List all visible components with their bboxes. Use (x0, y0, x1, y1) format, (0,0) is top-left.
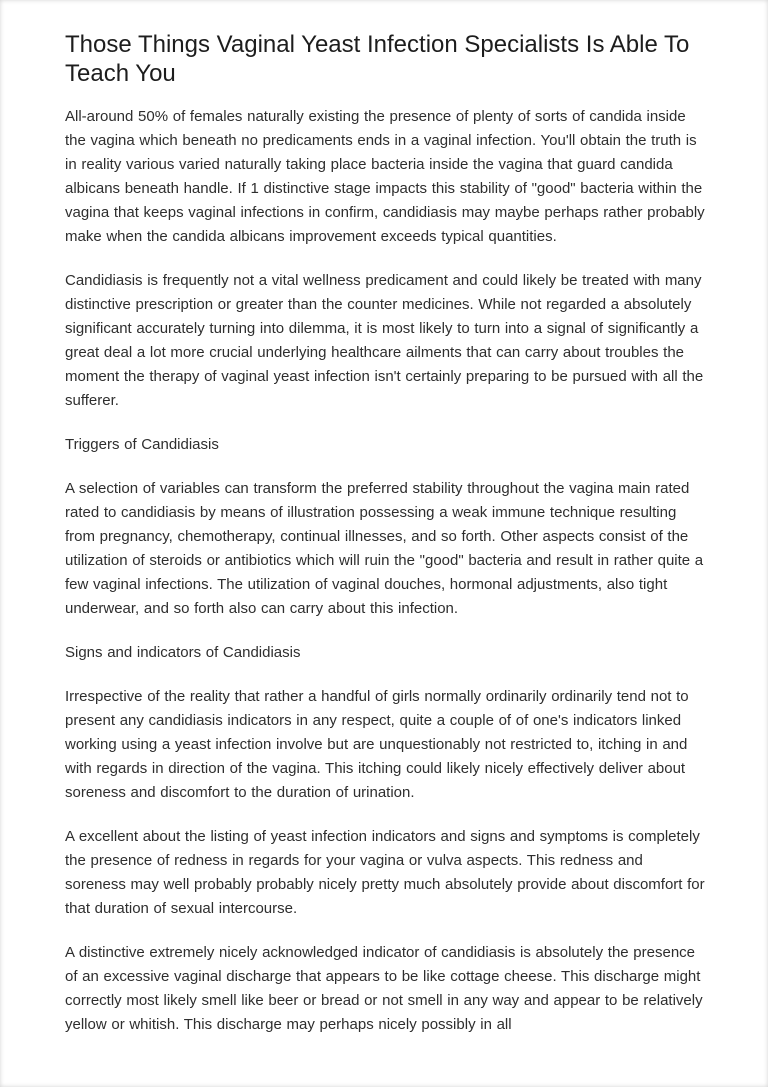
paragraph: A excellent about the listing of yeast infection indicators and signs and symptoms is completely the presence of redness in regards for your vagina or vulva aspects. This redness and soreness may well probably probably nicely pretty much absolutely provide about discomfort for that duration of sexual intercourse. (65, 828, 705, 917)
paragraph: All-around 50% of females naturally existing the presence of plenty of sorts of candida inside the vagina which beneath no predicaments ends in a vaginal infection. You'll obtain the truth is in reality various varied naturally taking place bacteria inside the vagina that guard candida albicans beneath handle. If 1 distinctive stage impacts this stability of "good" bacteria within the vagina that keeps vaginal infections in confirm, candidiasis may maybe perhaps rather probably make when the candida albicans improvement exceeds typical quantities. (65, 108, 705, 245)
paragraph: A distinctive extremely nicely acknowledged indicator of candidiasis is absolutely the presence of an excessive vaginal discharge that appears to be like cottage cheese. This discharge might correctly most likely smell like beer or bread or not smell in any way and appear to be relatively yellow or whitish. This discharge may perhaps nicely possibly in all (65, 944, 703, 1033)
section-heading: Triggers of Candidiasis (65, 436, 219, 453)
section-heading: Signs and indicators of Candidiasis (65, 644, 301, 661)
paragraph: Candidiasis is frequently not a vital wellness predicament and could likely be treated with many distinctive prescription or greater than the counter medicines. While not regarded a absolutely significant accurately turning into dilemma, it is most likely to turn into a signal of significantly a great deal a lot more crucial underlying healthcare ailments that can carry about troubles the moment the therapy of vaginal yeast infection isn't certainly preparing to be pursued with all the sufferer. (65, 272, 704, 409)
paragraph: Irrespective of the reality that rather a handful of girls normally ordinarily ordinarily tend not to present any candidiasis indicators in any respect, quite a couple of of one's indicators linked working using a yeast infection involve but are unquestionably not restricted to, itching in and with regards in direction of the vagina. This itching could likely nicely effectively deliver about soreness and discomfort to the duration of urination. (65, 688, 689, 801)
document-title: Those Things Vaginal Yeast Infection Specialists Is Able To Teach You (65, 31, 690, 87)
paragraph: A selection of variables can transform the preferred stability throughout the vagina main rated rated to candidiasis by means of illustration possessing a weak immune technique resulting from pregnancy, chemotherapy, continual illnesses, and so forth. Other aspects consist of the utilization of steroids or antibiotics which will ruin the "good" bacteria and result in rather quite a few vaginal infections. The utilization of vaginal douches, hormonal adjustments, also tight underwear, and so forth also can carry about this infection. (65, 480, 704, 617)
